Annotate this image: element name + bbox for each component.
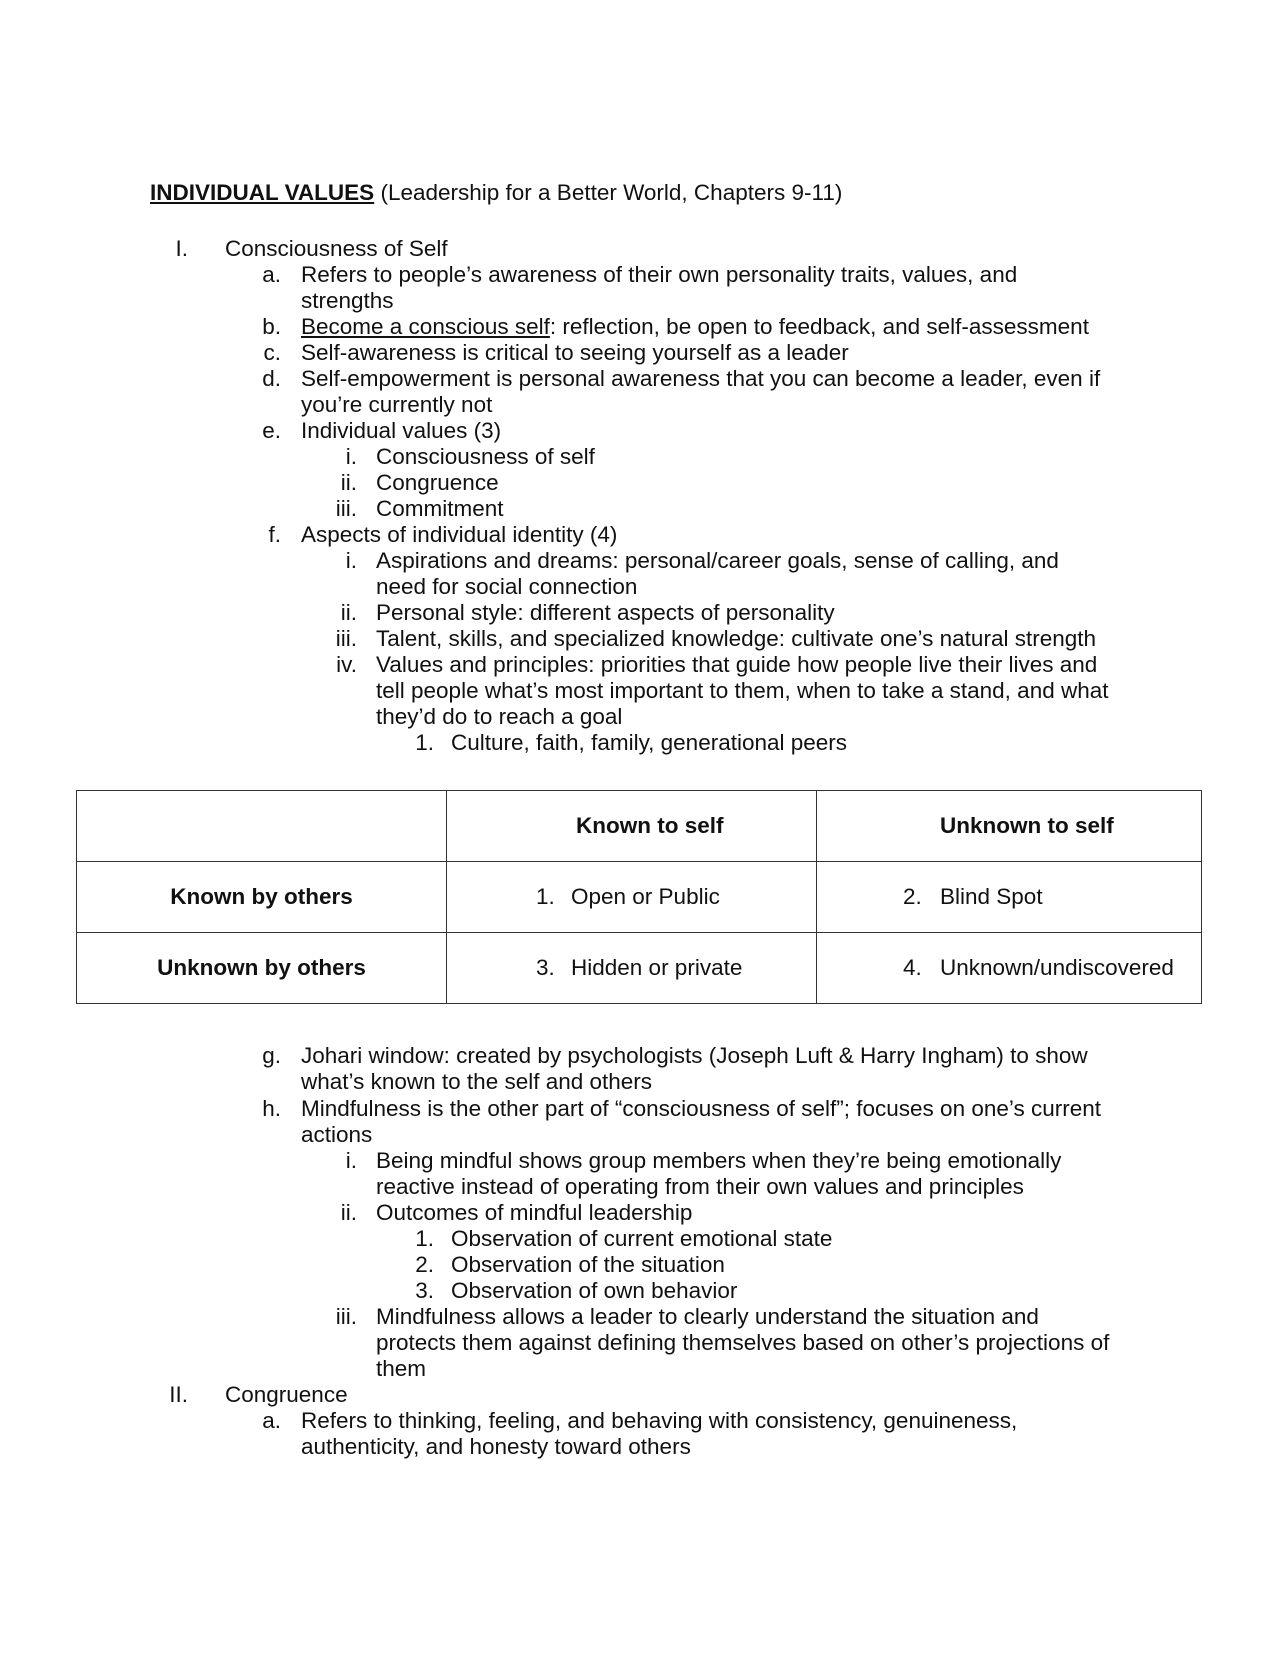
list-item-text: [301, 314, 1089, 340]
list-item-text: Refers to thinking, feeling, and behaving with consistency, genuineness,: [301, 1408, 1018, 1433]
table-header-cell: [817, 791, 1202, 862]
table-header-cell: [447, 791, 817, 862]
subitem-text: Outcomes of mindful leadership: [376, 1200, 693, 1225]
quadrant-marker: 2.: [903, 884, 922, 909]
numbered-text: Observation of current emotional state: [451, 1226, 833, 1251]
subitem-text: reactive instead of operating from their own values and principles: [376, 1174, 1024, 1199]
subitem-text: Being mindful shows group members when they’re being emotionally: [376, 1148, 1062, 1173]
quadrant-hidden-private: Hidden or private: [571, 955, 743, 980]
subitem-marker: iii.: [335, 496, 357, 521]
table-cell-empty: [77, 791, 447, 862]
section-title-consciousness-of-self: Consciousness of Self: [225, 236, 448, 261]
table-row: [77, 791, 1202, 862]
subitem-marker: iv.: [336, 652, 357, 677]
numbered-marker: 1.: [415, 730, 434, 755]
johari-window-table: [76, 790, 1202, 1004]
subitem-text: Commitment: [376, 496, 504, 521]
document-title: INDIVIDUAL VALUES: [150, 180, 375, 205]
subitem-text: they’d do to reach a goal: [376, 704, 623, 729]
subitem-text: protects them against defining themselves based on other’s projections of: [376, 1330, 1110, 1355]
row-header-known-by-others: Known by others: [77, 862, 447, 933]
table-cell: [817, 862, 1202, 933]
underlined-phrase: Become a conscious self: [301, 314, 550, 339]
row-header-unknown-by-others: Unknown by others: [77, 933, 447, 1004]
subitem-text: Talent, skills, and specialized knowledge: cultivate one’s natural strength: [376, 626, 1096, 651]
numbered-marker: 3.: [415, 1278, 434, 1303]
subitem-marker: i.: [345, 548, 357, 573]
subitem-marker: ii.: [340, 470, 357, 495]
subitem-text: Values and principles: priorities that guide how people live their lives and: [376, 652, 1098, 677]
subitem-text: Mindfulness allows a leader to clearly understand the situation and: [376, 1304, 1039, 1329]
column-header-known-to-self: Known to self: [576, 813, 724, 838]
subitem-marker: iii.: [335, 626, 357, 651]
list-item-text: strengths: [301, 288, 394, 313]
subitem-marker: iii.: [335, 1304, 357, 1329]
numbered-marker: 2.: [415, 1252, 434, 1277]
item-marker: c.: [263, 340, 281, 365]
numbered-text: Observation of own behavior: [451, 1278, 738, 1303]
quadrant-blind-spot: Blind Spot: [940, 884, 1043, 909]
quadrant-marker: 4.: [903, 955, 922, 980]
section-marker-ii: II.: [169, 1382, 188, 1407]
subitem-text: Aspirations and dreams: personal/career goals, sense of calling, and: [376, 548, 1059, 573]
item-marker: h.: [262, 1096, 281, 1121]
item-marker: f.: [268, 522, 281, 547]
document-subtitle: (Leadership for a Better World, Chapters 9-11): [380, 180, 843, 205]
section-marker-i: I.: [175, 236, 188, 261]
numbered-marker: 1.: [415, 1226, 434, 1251]
list-item-text: Self-empowerment is personal awareness that you can become a leader, even if: [301, 366, 1101, 391]
table-row: [77, 933, 1202, 1004]
quadrant-open-public: Open or Public: [571, 884, 720, 909]
list-item-text-rest: : reflection, be open to feedback, and self-assessment: [549, 314, 1089, 339]
table-cell: [447, 933, 817, 1004]
numbered-text: Observation of the situation: [451, 1252, 725, 1277]
numbered-text: Culture, faith, family, generational peers: [451, 730, 848, 755]
list-item-text: you’re currently not: [301, 392, 493, 417]
subitem-text: tell people what’s most important to them, when to take a stand, and what: [376, 678, 1109, 703]
list-item-text: Self-awareness is critical to seeing yourself as a leader: [301, 340, 849, 365]
column-header-unknown-to-self: Unknown to self: [940, 813, 1114, 838]
table-cell: [447, 862, 817, 933]
list-item-text: Refers to people’s awareness of their own personality traits, values, and: [301, 262, 1018, 287]
subitem-marker: i.: [345, 444, 357, 469]
item-marker: g.: [262, 1043, 281, 1068]
subitem-marker: i.: [345, 1148, 357, 1173]
list-item-text: authenticity, and honesty toward others: [301, 1434, 691, 1459]
item-marker: b.: [262, 314, 281, 339]
list-item-text: Aspects of individual identity (4): [301, 522, 618, 547]
quadrant-unknown-undiscovered: Unknown/undiscovered: [940, 955, 1174, 980]
list-item-text: actions: [301, 1122, 373, 1147]
item-marker: e.: [262, 418, 281, 443]
item-marker: a.: [262, 1408, 281, 1433]
quadrant-marker: 3.: [536, 955, 555, 980]
subitem-marker: ii.: [340, 1200, 357, 1225]
section-title-congruence: Congruence: [225, 1382, 348, 1407]
page-heading: [150, 180, 842, 206]
list-item-text: Mindfulness is the other part of “consciousness of self”; focuses on one’s current: [301, 1096, 1101, 1121]
item-marker: d.: [262, 366, 281, 391]
subitem-text: Congruence: [376, 470, 499, 495]
table-row: [77, 862, 1202, 933]
list-item-text: what’s known to the self and others: [301, 1069, 653, 1094]
subitem-text: them: [376, 1356, 427, 1381]
subitem-marker: ii.: [340, 600, 357, 625]
subitem-text: Consciousness of self: [376, 444, 595, 469]
item-marker: a.: [262, 262, 281, 287]
subitem-text: Personal style: different aspects of personality: [376, 600, 835, 625]
list-item-text: Individual values (3): [301, 418, 502, 443]
table-cell: [817, 933, 1202, 1004]
subitem-text: need for social connection: [376, 574, 638, 599]
quadrant-marker: 1.: [536, 884, 555, 909]
list-item-text: Johari window: created by psychologists (Joseph Luft & Harry Ingham) to show: [301, 1043, 1088, 1068]
